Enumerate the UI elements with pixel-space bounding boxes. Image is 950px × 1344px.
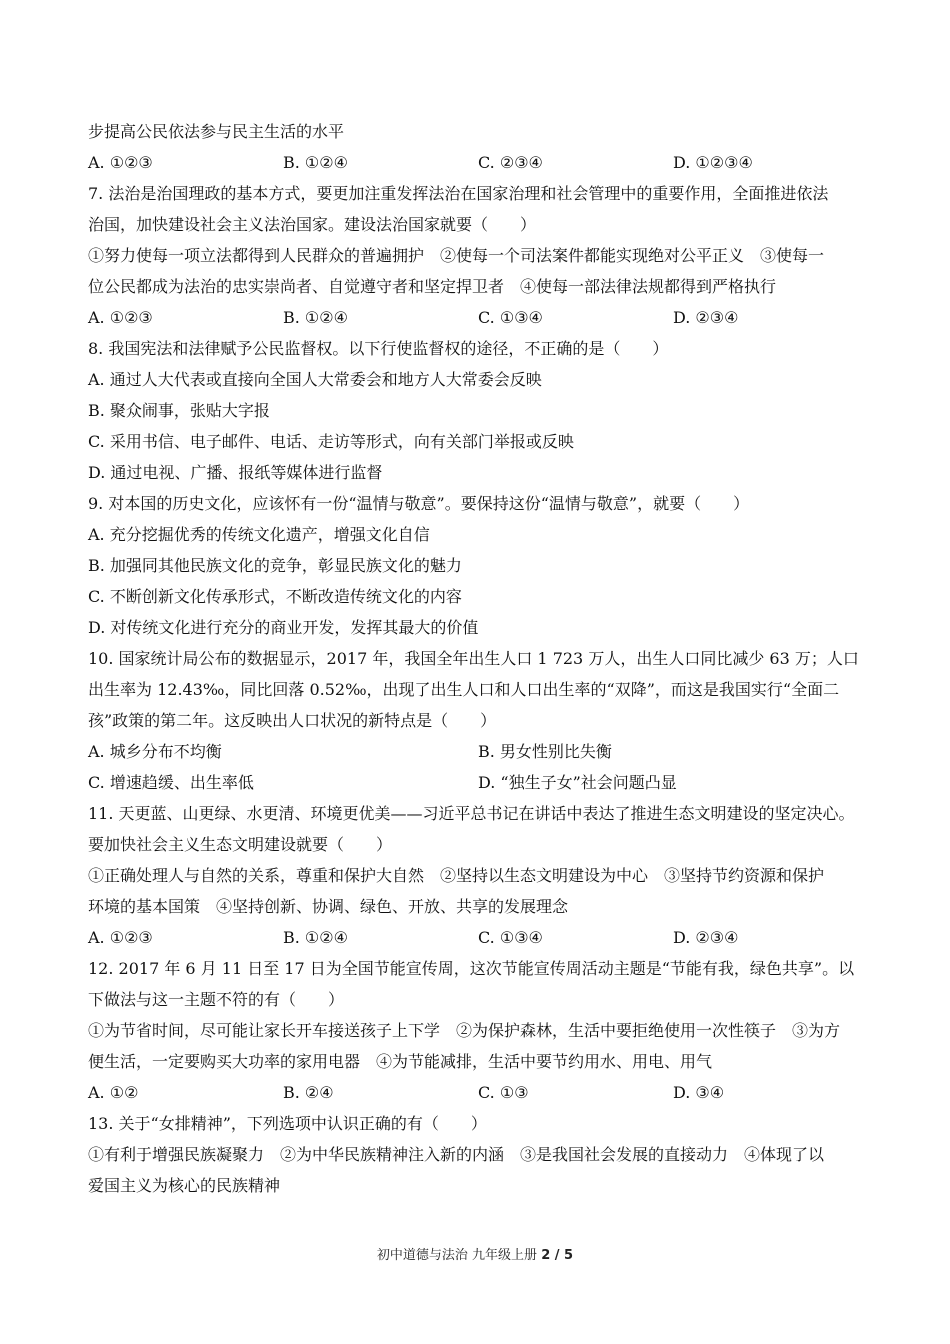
option-b: B. 聚众闹事，张贴大字报	[88, 401, 270, 420]
question-13-stem: 13. 关于“女排精神”，下列选项中认识正确的有（ ）	[88, 1114, 487, 1133]
option-d: D. ②③④	[673, 308, 739, 327]
option-c: C. 采用书信、电子邮件、电话、走访等形式，向有关部门举报或反映	[88, 432, 574, 451]
question-11-stem: 11. 天更蓝、山更绿、水更清、环境更优美——习近平总书记在讲话中表达了推进生态文明建设的坚定决心。	[88, 804, 855, 823]
option-c: C. ①③④	[478, 928, 543, 947]
text-line: 要加快社会主义生态文明建设就要（ ）	[88, 835, 393, 854]
option-c: C. 不断创新文化传承形式，不断改造传统文化的内容	[88, 587, 462, 606]
text-line: 位公民都成为法治的忠实崇尚者、自觉遵守者和坚定捍卫者 ④使每一部法律法规都得到严格执行	[88, 277, 777, 296]
text-line: ①有利于增强民族凝聚力 ②为中华民族精神注入新的内涵 ③是我国社会发展的直接动力 ④体现了以	[88, 1145, 825, 1164]
page-footer	[0, 1244, 950, 1263]
option-row	[88, 767, 868, 798]
text-line: 出生率为 12.43‰，同比回落 0.52‰，出现了出生人口和人口出生率的“双降”，而这是我国实行“全面二	[88, 680, 840, 699]
option-row	[88, 147, 868, 178]
text-line: 孩”政策的第二年。这反映出人口状况的新特点是（ ）	[88, 711, 497, 730]
option-c: C. ①③	[478, 1083, 529, 1102]
text-line: 步提高公民依法参与民主生活的水平	[88, 122, 345, 141]
option-d: D. 通过电视、广播、报纸等媒体进行监督	[88, 463, 383, 482]
option-b: B. ①②④	[283, 928, 348, 947]
option-b: B. 加强同其他民族文化的竞争，彰显民族文化的魅力	[88, 556, 462, 575]
option-b: B. 男女性别比失衡	[478, 742, 612, 761]
text-line: ①努力使每一项立法都得到人民群众的普遍拥护 ②使每一个司法案件都能实现绝对公平正义 ③使每一	[88, 246, 825, 265]
option-row	[88, 302, 868, 333]
option-d: D. ②③④	[673, 928, 739, 947]
text-line: 环境的基本国策 ④坚持创新、协调、绿色、开放、共享的发展理念	[88, 897, 569, 916]
text-line: 便生活，一定要购买大功率的家用电器 ④为节能减排，生活中要节约用水、用电、用气	[88, 1052, 713, 1071]
text-line: ①正确处理人与自然的关系，尊重和保护大自然 ②坚持以生态文明建设为中心 ③坚持节约资源和保护	[88, 866, 825, 885]
option-row	[88, 922, 868, 953]
option-c: C. ①③④	[478, 308, 543, 327]
text-line: ①为节省时间，尽可能让家长开车接送孩子上下学 ②为保护森林，生活中要拒绝使用一次性筷子 ③为方	[88, 1021, 841, 1040]
option-row	[88, 1077, 868, 1108]
option-d: D. “独生子女”社会问题凸显	[478, 773, 677, 792]
option-b: B. ①②④	[283, 308, 348, 327]
option-d: D. ①②③④	[673, 153, 753, 172]
option-b: B. ②④	[283, 1083, 334, 1102]
question-7-stem: 7. 法治是治国理政的基本方式，要更加注重发挥法治在国家治理和社会管理中的重要作用，全面推进依法	[88, 184, 829, 203]
page-number: 2 / 5	[541, 1248, 574, 1263]
option-a: A. ①②	[88, 1083, 139, 1102]
question-9-stem: 9. 对本国的历史文化，应该怀有一份“温情与敬意”。要保持这份“温情与敬意”，就要（ ）	[88, 494, 750, 513]
text-line: 治国，加快建设社会主义法治国家。建设法治国家就要（ ）	[88, 215, 537, 234]
question-12-stem: 12. 2017 年 6 月 11 日至 17 日为全国节能宣传周，这次节能宣传周活动主题是“节能有我，绿色共享”。以	[88, 959, 855, 978]
option-a: A. ①②③	[88, 153, 153, 172]
question-10-stem: 10. 国家统计局公布的数据显示，2017 年，我国全年出生人口 1 723 万人，出生人口同比减少 63 万；人口	[88, 649, 859, 668]
option-a: A. 充分挖掘优秀的传统文化遗产，增强文化自信	[88, 525, 430, 544]
option-c: C. 增速趋缓、出生率低	[88, 773, 254, 792]
option-row	[88, 736, 868, 767]
option-b: B. ①②④	[283, 153, 348, 172]
option-d: D. 对传统文化进行充分的商业开发，发挥其最大的价值	[88, 618, 479, 637]
question-content	[88, 116, 868, 1201]
option-a: A. ①②③	[88, 308, 153, 327]
text-line: 爱国主义为核心的民族精神	[88, 1176, 281, 1195]
option-a: A. ①②③	[88, 928, 153, 947]
option-a: A. 城乡分布不均衡	[88, 742, 222, 761]
text-line: 下做法与这一主题不符的有（ ）	[88, 990, 345, 1009]
footer-title: 初中道德与法治 九年级上册	[376, 1248, 538, 1263]
question-8-stem: 8. 我国宪法和法律赋予公民监督权。以下行使监督权的途径，不正确的是（ ）	[88, 339, 669, 358]
option-c: C. ②③④	[478, 153, 543, 172]
option-d: D. ③④	[673, 1083, 725, 1102]
option-a: A. 通过人大代表或直接向全国人大常委会和地方人大常委会反映	[88, 370, 542, 389]
